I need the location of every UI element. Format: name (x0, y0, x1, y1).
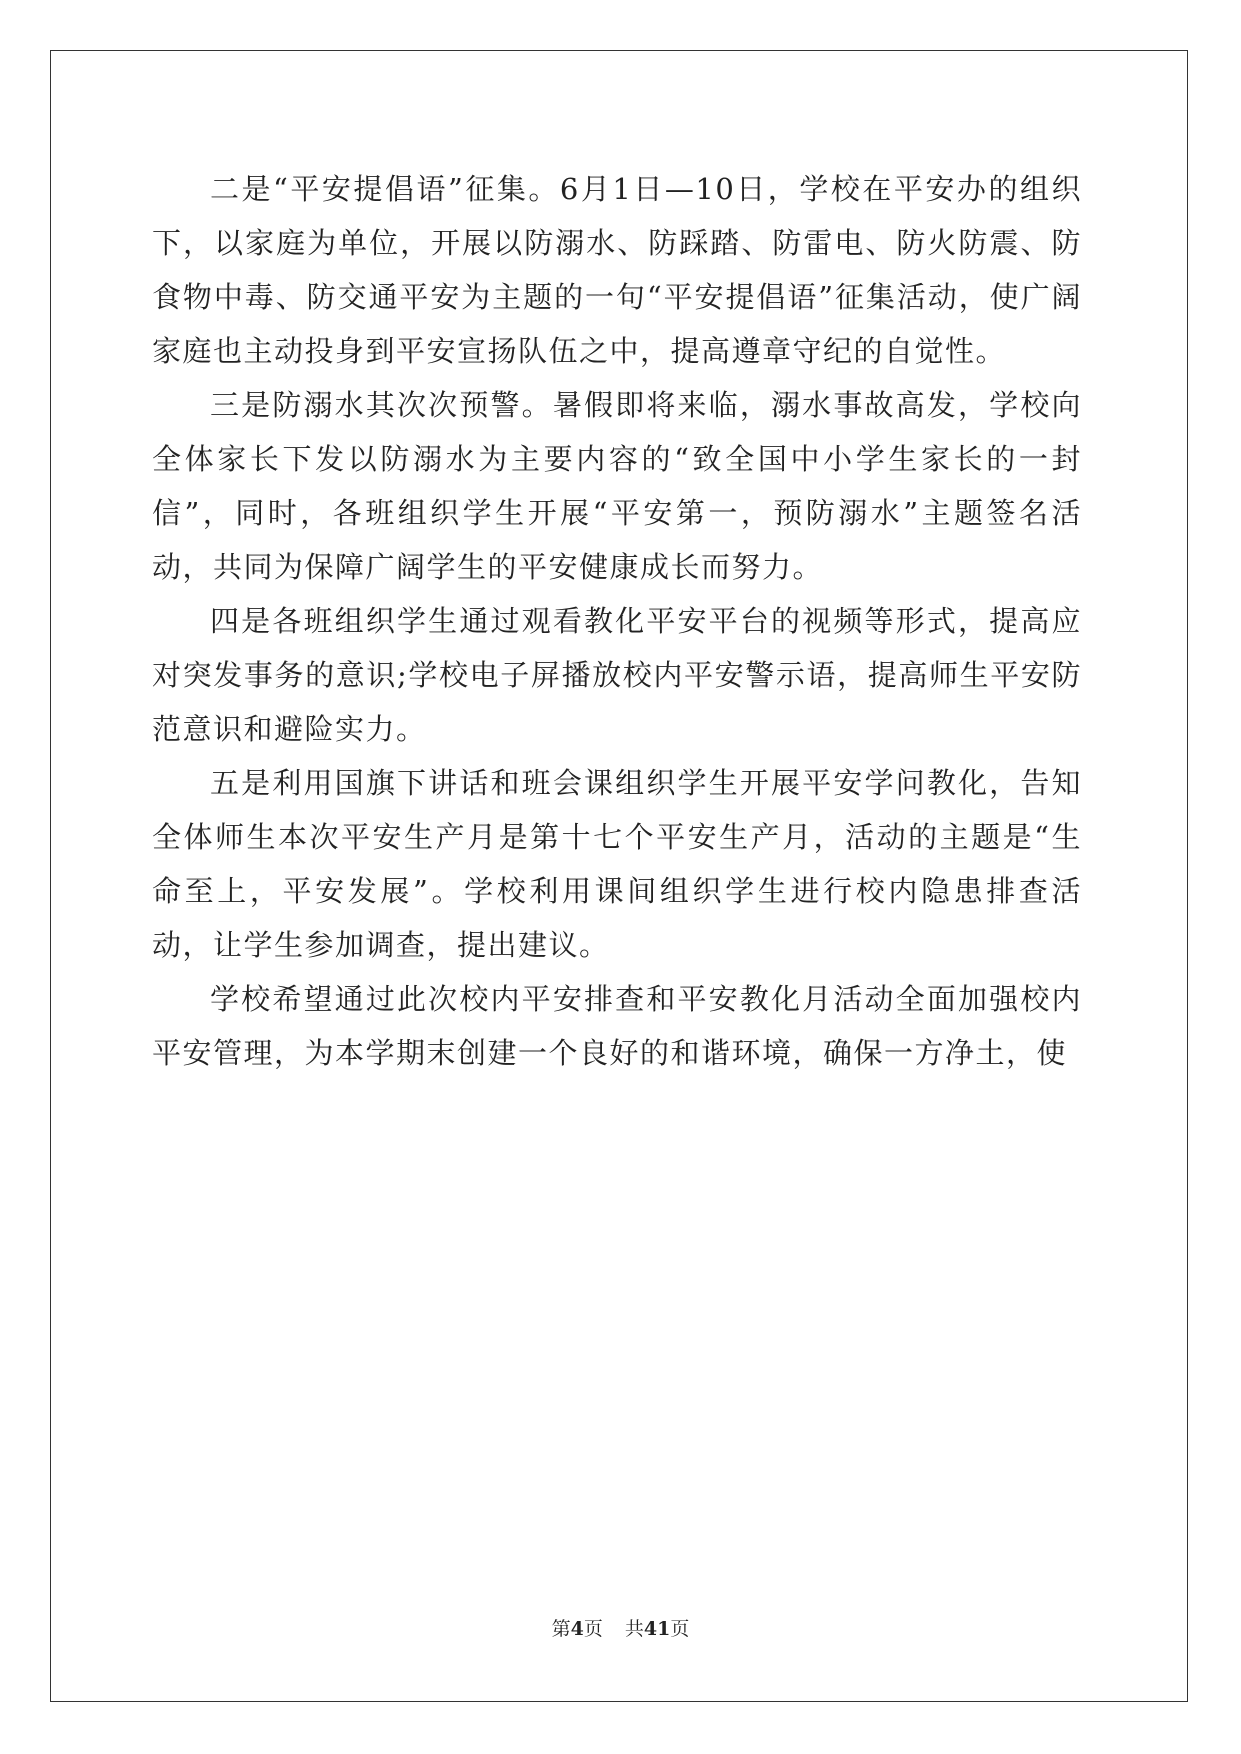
paragraph-3: 四是各班组织学生通过观看教化平安平台的视频等形式，提高应对突发事务的意识;学校电子屏播放校内平安警示语，提高师生平安防范意识和避险实力。 (152, 604, 1082, 746)
paragraph-5: 学校希望通过此次校内平安排查和平安教化月活动全面加强校内平安管理，为本学期末创建一个良好的和谐环境，确保一方净土，使 (152, 982, 1082, 1070)
total-suffix: 页 (670, 1618, 690, 1640)
total-pages: 41 (643, 1618, 671, 1640)
page-prefix: 第 (551, 1618, 571, 1640)
paragraph-4: 五是利用国旗下讲话和班会课组织学生开展平安学问教化，告知全体师生本次平安生产月是第十七个平安生产月，活动的主题是“生命至上，平安发展”。学校利用课间组织学生进行校内隐患排查活动，让学生参加调查，提出建议。 (152, 766, 1082, 962)
page-suffix: 页 (583, 1618, 603, 1640)
document-body (152, 162, 1082, 1080)
page-footer (0, 1614, 1241, 1641)
paragraph-1: 二是“平安提倡语”征集。6月1日—10日，学校在平安办的组织下，以家庭为单位，开展以防溺水、防踩踏、防雷电、防火防震、防食物中毒、防交通平安为主题的一句“平安提倡语”征集活动，使广阔家庭也主动投身到平安宣扬队伍之中，提高遵章守纪的自觉性。 (152, 172, 1082, 368)
paragraph-2: 三是防溺水其次次预警。暑假即将来临，溺水事故高发，学校向全体家长下发以防溺水为主要内容的“致全国中小学生家长的一封信”，同时，各班组织学生开展“平安第一，预防溺水”主题签名活动，共同为保障广阔学生的平安健康成长而努力。 (152, 388, 1082, 584)
total-prefix: 共 (624, 1618, 644, 1640)
page-number: 4 (570, 1618, 584, 1640)
